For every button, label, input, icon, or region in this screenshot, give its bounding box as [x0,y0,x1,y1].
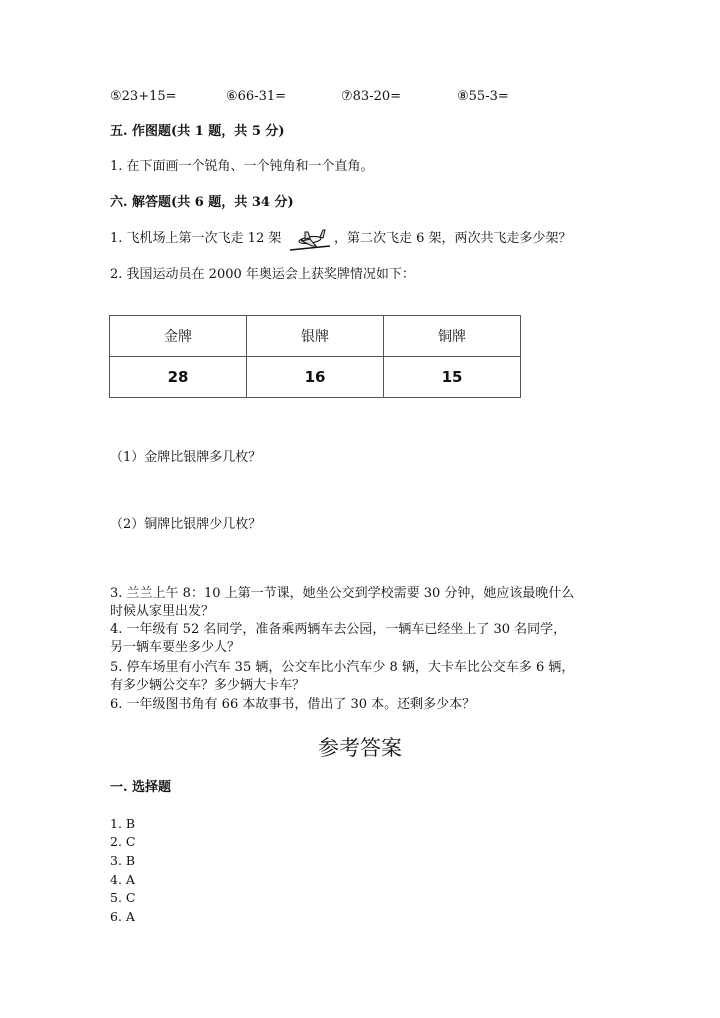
table-row [110,357,521,398]
subquestion-1: （1）金牌比银牌多几枚？ [110,450,262,465]
calc-item-6: ⑥66-31= [226,89,287,104]
value-bronze: 15 [384,357,521,398]
section6-question-3-line1: 3. 兰兰上午 8：10 上第一节课，她坐公交到学校需要 30 分钟，她应该最晚什么 [110,586,575,601]
section6-question-1-part1: 1. 飞机场上第一次飞走 12 架 [110,231,282,246]
calc-item-5: ⑤23+15= [110,89,177,104]
section6-question-5-line2: 有多少辆公交车？多少辆大卡车？ [110,678,306,693]
section6-question-6: 6. 一年级图书角有 66 本故事书，借出了 30 本。还剩多少本？ [110,697,476,712]
section6-question-4-line2: 另一辆车要坐多少人？ [110,640,241,655]
section6-title: 六. 解答题(共 6 题，共 34 分) [110,195,294,210]
answer-item: 2. C [110,834,136,849]
section6-question-4-line1: 4. 一年级有 52 名同学，准备乘两辆车去公园，一辆车已经坐上了 30 名同学， [110,622,567,637]
calc-item-8: ⑧55-3= [457,89,509,104]
answers-section1-title: 一. 选择题 [110,780,172,795]
value-silver: 16 [247,357,384,398]
section5-title: 五. 作图题(共 1 题，共 5 分) [110,124,285,139]
airplane-icon [288,226,332,254]
calc-item-7: ⑦83-20= [341,89,402,104]
table-header-row [110,316,521,357]
header-silver: 银牌 [247,316,384,357]
answer-item: 4. A [110,872,135,887]
value-gold: 28 [110,357,247,398]
answer-item: 5. C [110,890,136,905]
medal-table [109,315,521,398]
answer-item: 6. A [110,909,135,924]
section6-question-2: 2. 我国运动员在 2000 年奥运会上获奖牌情况如下： [110,267,415,282]
subquestion-2: （2）铜牌比银牌少几枚？ [110,517,262,532]
header-bronze: 铜牌 [384,316,521,357]
answers-title: 参考答案 [318,736,402,760]
section6-question-5-line1: 5. 停车场里有小汽车 35 辆，公交车比小汽车少 8 辆，大卡车比公交车多 6 辆， [110,660,575,675]
section5-question-1: 1. 在下面画一个锐角、一个钝角和一个直角。 [110,159,374,174]
header-gold: 金牌 [110,316,247,357]
answer-item: 1. B [110,816,136,831]
section6-question-1-part2: ，第二次飞走 6 架，两次共飞走多少架？ [334,231,572,246]
section6-question-3-line2: 时候从家里出发？ [110,604,215,619]
answer-item: 3. B [110,853,136,868]
